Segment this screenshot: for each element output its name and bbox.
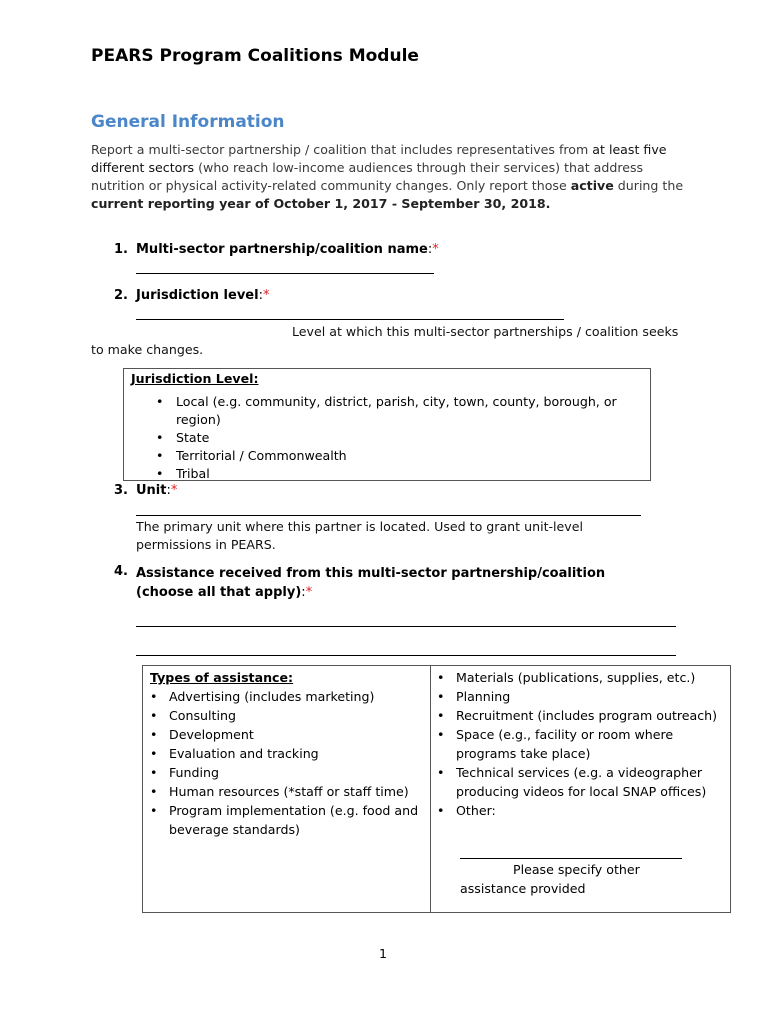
assistance-table-title: Types of assistance: <box>150 670 294 685</box>
assistance-item-advertising: • Advertising (includes marketing) <box>145 687 425 706</box>
q2-required-mark: * <box>262 288 270 303</box>
table-column-divider <box>430 666 431 912</box>
assistance-item-technical-services: • Technical services (e.g. a videographer producing videos for local SNAP offices) <box>432 763 728 801</box>
q2-label <box>136 288 269 303</box>
q2-colon: : <box>258 288 263 303</box>
jurisdiction-option-state: • State <box>152 429 646 447</box>
intro-paragraph <box>91 141 691 213</box>
q4-label-line1: Assistance received from this multi-sector partnership/coalition <box>136 566 606 581</box>
intro-text-5: during the <box>613 178 684 193</box>
assistance-right-column <box>432 668 728 896</box>
assistance-item-consulting: • Consulting <box>145 706 425 725</box>
q1-label-text: Multi-sector partnership/coalition name <box>136 242 428 257</box>
q4-label-line2: (choose all that apply) <box>136 585 302 600</box>
page-number: 1 <box>379 946 388 961</box>
q1-answer-line[interactable] <box>136 273 434 274</box>
assistance-item-development: • Development <box>145 725 425 744</box>
q4-answer-line-1[interactable] <box>136 626 676 627</box>
q2-answer-line[interactable] <box>136 319 564 320</box>
jurisdiction-option-tribal: • Tribal <box>152 465 646 483</box>
jurisdiction-option-territorial: • Territorial / Commonwealth <box>152 447 646 465</box>
q2-help-text: Level at which this multi-sector partnerships / coalition seeks to make changes. <box>91 324 679 357</box>
q4-label-line2-wrap <box>136 583 605 602</box>
assistance-left-column <box>145 668 425 839</box>
q4-label <box>136 564 605 602</box>
assistance-item-space: • Space (e.g., facility or room where programs take place) <box>432 725 728 763</box>
jurisdiction-box-title <box>131 370 259 388</box>
jurisdiction-box-title-text: Jurisdiction Level <box>131 371 254 386</box>
other-assistance-answer-line[interactable] <box>460 858 682 859</box>
q3-label-text: Unit <box>136 483 167 498</box>
other-assistance-help: Please specify other assistance provided <box>460 862 640 896</box>
q1-colon: : <box>427 242 433 257</box>
assistance-left-list <box>145 687 425 839</box>
jurisdiction-option-local: • Local (e.g. community, district, parish, city, town, county, borough, or region) <box>152 393 646 429</box>
intro-text-sectors: at least five different sectors <box>91 142 667 175</box>
q3-colon: : <box>166 483 171 498</box>
assistance-right-list <box>432 668 728 820</box>
assistance-item-recruitment: • Recruitment (includes program outreach) <box>432 706 728 725</box>
q3-number: 3. <box>114 483 128 498</box>
assistance-item-planning: • Planning <box>432 687 728 706</box>
assistance-item-materials: • Materials (publications, supplies, etc.) <box>432 668 728 687</box>
intro-text-3: (who reach low-income audiences through their services) that address nutrition or physical activity-related community changes. Only report those <box>91 160 644 193</box>
jurisdiction-options-list <box>152 393 646 483</box>
q2-label-text: Jurisdiction level <box>136 288 259 303</box>
assistance-item-funding: • Funding <box>145 763 425 782</box>
assistance-item-other: • Other: <box>432 801 728 820</box>
assistance-item-human-resources: • Human resources (*staff or staff time) <box>145 782 425 801</box>
q3-label <box>136 483 177 498</box>
q4-number: 4. <box>114 564 128 579</box>
document-title: PEARS Program Coalitions Module <box>91 46 419 66</box>
intro-text-1: Report a multi-sector partnership / coalition that includes representatives from <box>91 142 593 157</box>
assistance-item-program-implementation: • Program implementation (e.g. food and beverage standards) <box>145 801 425 839</box>
q3-help-text: The primary unit where this partner is located. Used to grant unit-level permissions in PEARS. <box>136 519 583 552</box>
q2-number: 2. <box>114 288 128 303</box>
assistance-types-table <box>142 665 731 913</box>
section-heading: General Information <box>91 112 285 132</box>
intro-text-active: active <box>570 178 614 193</box>
jurisdiction-box-title-colon: : <box>253 371 259 386</box>
q1-label <box>136 242 439 257</box>
q3-answer-line[interactable] <box>136 515 641 516</box>
q4-colon: : <box>301 585 306 600</box>
assistance-item-evaluation: • Evaluation and tracking <box>145 744 425 763</box>
q4-required-mark: * <box>305 585 313 600</box>
q4-answer-line-2[interactable] <box>136 655 676 656</box>
jurisdiction-level-box <box>123 368 651 481</box>
q1-number: 1. <box>114 242 128 257</box>
intro-text-reporting-year: current reporting year of October 1, 2017 - September 30, 2018. <box>91 196 551 211</box>
q1-required-mark: * <box>432 242 439 257</box>
q3-required-mark: * <box>170 483 178 498</box>
